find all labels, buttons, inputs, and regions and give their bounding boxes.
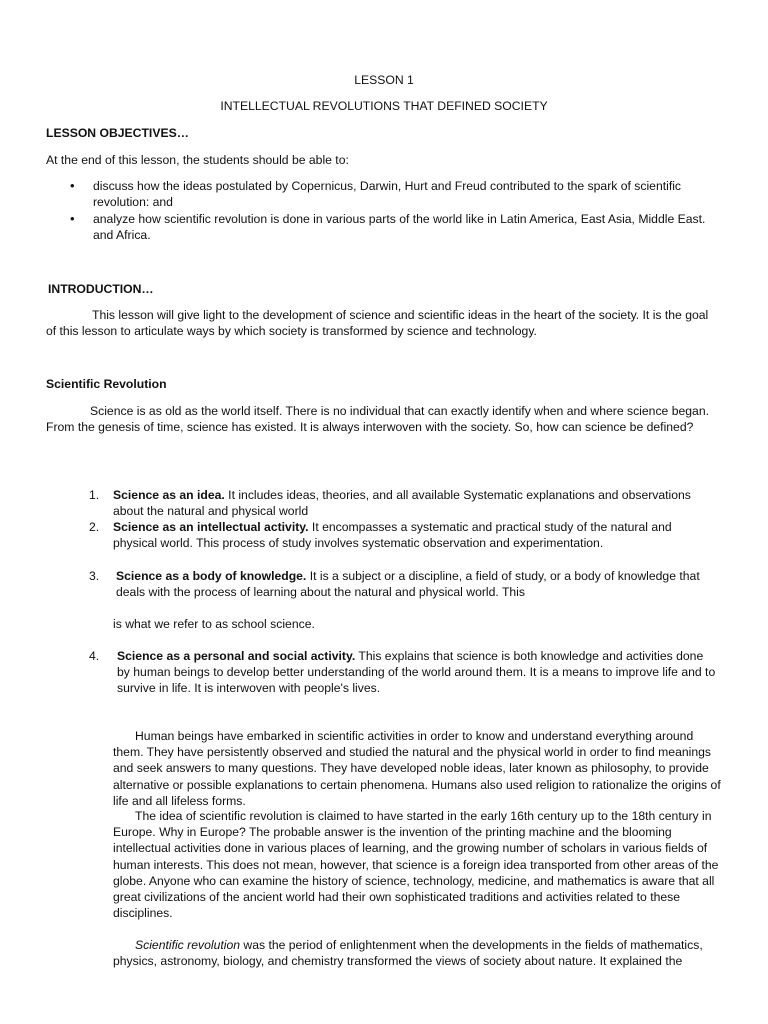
definition-item-4 bbox=[89, 648, 719, 697]
body-paragraph-2: The idea of scientific revolution is claimed to have started in the early 16th century up to the 18th century in Europe. Why in Europe? The probable answer is the invention of the printing machine and the blooming intellectual activities done in various places of learning, and the growing number of scholars in various fields of human interests. This does not mean, however, that science is a foreign idea transported from other areas of the globe. Anyone who can examine the history of science, technology, medicine, and mathematics is aware that all great civilizations of the ancient world had their own sophisticated traditions and activities related to these disciplines. bbox=[113, 809, 719, 921]
definition-number: 4. bbox=[89, 649, 100, 663]
definition-number: 1. bbox=[89, 488, 100, 502]
scientific-revolution-term: Scientific revolution bbox=[135, 938, 240, 952]
definition-number: 3. bbox=[89, 569, 100, 583]
objective-text-2: analyze how scientific revolution is done in various parts of the world like in Latin America, East Asia, Middle East. and Africa. bbox=[93, 212, 706, 243]
definition-item-1 bbox=[89, 487, 719, 519]
objectives-heading: LESSON OBJECTIVES… bbox=[46, 126, 189, 140]
scientific-revolution-text: Science is as old as the world itself. There is no individual that can exactly identify when and where science began. From the genesis of time, science has existed. It is always interwoven with the society. So, how can science be defined? bbox=[46, 404, 709, 435]
bullet-dot-icon: • bbox=[70, 211, 75, 226]
lesson-number: LESSON 1 bbox=[354, 73, 414, 87]
introduction-heading: INTRODUCTION… bbox=[48, 282, 154, 296]
definition-text: It includes ideas, theories, and all available Systematic explanations and observations about the natural and physical world bbox=[113, 488, 691, 519]
bullet-dot-icon: • bbox=[70, 178, 75, 193]
introduction-text: This lesson will give light to the development of science and scientific ideas in the heart of the society. It is the goal of this lesson to articulate ways by which society is transformed by science and technology. bbox=[46, 308, 709, 339]
objectives-intro: At the end of this lesson, the students should be able to: bbox=[46, 153, 349, 167]
definition-text: It encompasses a systematic and practical study of the natural and physical world. This process of study involves systematic observation and experimentation. bbox=[113, 520, 672, 551]
definition-term: Science as a body of knowledge. bbox=[116, 569, 307, 583]
definition-number: 2. bbox=[89, 520, 100, 534]
definition-term: Science as an idea. bbox=[113, 488, 225, 502]
lesson-title: INTELLECTUAL REVOLUTIONS THAT DEFINED SOCIETY bbox=[220, 99, 548, 113]
definition-term: Science as an intellectual activity. bbox=[113, 520, 309, 534]
body-paragraph-3-text: was the period of enlightenment when the developments in the fields of mathematics, physics, astronomy, biology, and chemistry transformed the views of society about nature. It explained the bbox=[113, 938, 703, 969]
objective-text-1: discuss how the ideas postulated by Copernicus, Darwin, Hurt and Freud contributed to the spark of scientific revolution: and bbox=[93, 179, 682, 210]
scientific-revolution-heading: Scientific Revolution bbox=[46, 377, 167, 391]
definition-term: Science as a personal and social activity. bbox=[117, 649, 356, 663]
definition-continuation: is what we refer to as school science. bbox=[113, 617, 315, 631]
objective-bullet-2 bbox=[66, 211, 716, 243]
objective-bullet-1 bbox=[66, 178, 716, 210]
body-paragraph-1: Human beings have embarked in scientific activities in order to know and understand everything around them. They have persistently observed and studied the natural and the physical world in order to find meanings and seek answers to many questions. They have developed noble ideas, later known as philosophy, to provide alternative or possible explanations to certain phenomena. Humans also used religion to rationalize the origins of life and all lifeless forms. bbox=[113, 729, 721, 808]
body-paragraph-3 bbox=[113, 937, 721, 969]
definition-text: This explains that science is both knowledge and activities done by human beings to develop better understanding of the world around them. It is a means to improve life and to survive in life. It is interwoven with people's lives. bbox=[117, 649, 716, 696]
definition-item-2 bbox=[89, 519, 719, 551]
definition-text: It is a subject or a discipline, a field of study, or a body of knowledge that deals with the process of learning about the natural and physical world. This bbox=[116, 569, 700, 600]
definition-item-3 bbox=[89, 568, 719, 600]
